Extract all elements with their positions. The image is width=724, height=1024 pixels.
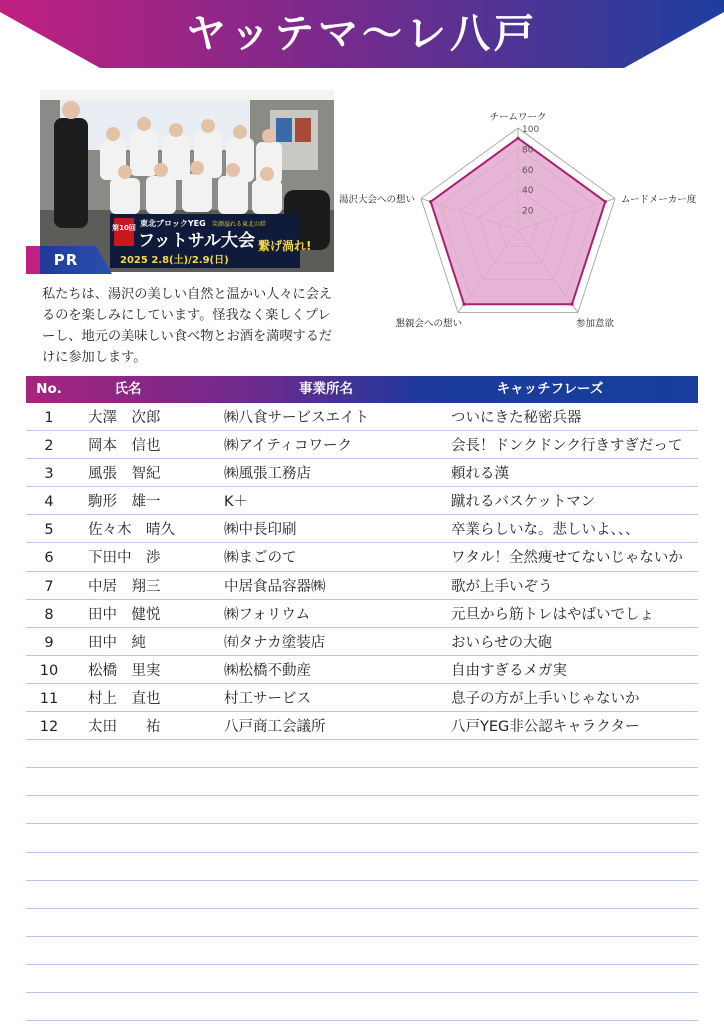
row-catchphrase [451, 796, 701, 824]
row-catchphrase [451, 965, 701, 993]
group-photo [40, 90, 334, 272]
table-row [26, 403, 698, 431]
row-catchphrase: ワタル！全然痩せてないじゃないか [451, 550, 683, 567]
row-number: 7 [44, 578, 54, 595]
radar-chart [330, 100, 724, 340]
row-catchphrase: おいらせの大砲 [451, 634, 553, 651]
radar-axis-label: ムードメーカー度 [621, 194, 697, 206]
row-office [224, 740, 444, 768]
row-catchphrase: 歌が上手いぞう [451, 578, 553, 595]
pr-label: PR [53, 251, 79, 269]
row-office: ㈱フォリウム [224, 606, 311, 623]
table-row [26, 684, 698, 712]
table-row [26, 487, 698, 515]
table-row [26, 993, 698, 1021]
row-office: 中居食品容器㈱ [224, 578, 326, 595]
row-office [224, 937, 444, 965]
row-name: 太田 祐 [88, 719, 161, 736]
radar-tick-label: 40 [522, 186, 534, 197]
row-name: 大澤 次郎 [88, 410, 161, 426]
radar-axis-label: 湯沢大会への想い [338, 194, 415, 206]
table-row [26, 965, 698, 993]
row-number: 2 [44, 438, 54, 455]
pr-badge [26, 246, 112, 274]
table-row [26, 937, 698, 965]
row-catchphrase: 八戸YEG非公認キャラクター [451, 719, 640, 736]
table-row [26, 459, 698, 487]
row-number [26, 740, 72, 768]
row-name [88, 965, 228, 993]
row-number: 4 [44, 494, 54, 511]
row-office [224, 993, 444, 1021]
row-catchphrase: 息子の方が上手いじゃないか [451, 690, 640, 707]
row-office [224, 965, 444, 993]
table-row [26, 572, 698, 600]
row-office: ㈲タナカ塗装店 [224, 634, 326, 651]
page-title: ヤッテマ〜レ八戸 [186, 11, 538, 57]
row-number [26, 824, 72, 852]
row-office: ㈱風張工務店 [224, 466, 311, 483]
radar-point [516, 137, 519, 140]
row-name [88, 768, 228, 796]
row-number: 12 [39, 719, 59, 736]
table-body [26, 403, 698, 1021]
row-number [26, 909, 72, 937]
banner-sub-text: 繋げ渦れ! [258, 239, 312, 253]
row-office [224, 909, 444, 937]
row-office: ㈱松橋不動産 [224, 662, 311, 679]
row-office [224, 881, 444, 909]
header-name: 氏名 [114, 381, 142, 397]
row-name [88, 881, 228, 909]
row-catchphrase [451, 768, 701, 796]
row-office: ㈱八食サービスエイト [224, 410, 369, 426]
table-row [26, 543, 698, 571]
table-row [26, 712, 698, 740]
row-catchphrase [451, 824, 701, 852]
table-row [26, 853, 698, 881]
pr-description: 私たちは、湯沢の美しい自然と温かい人々に会えるのを楽しみにしています。怪我なく楽しくプレーし、地元の美味しい食べ物とお酒を満喫するだけに参加します。 [42, 287, 333, 365]
table-row [26, 824, 698, 852]
row-number: 3 [44, 466, 54, 483]
row-number [26, 965, 72, 993]
row-catchphrase [451, 909, 701, 937]
row-name [88, 740, 228, 768]
radar-point [604, 200, 607, 203]
row-office [224, 796, 444, 824]
table-row [26, 768, 698, 796]
row-number [26, 881, 72, 909]
banner-dates-text: 2025 2.8(土)/2.9(日) [120, 255, 229, 266]
row-office [224, 824, 444, 852]
radar-axis-label: チームワーク [489, 112, 547, 123]
table-row [26, 431, 698, 459]
row-number [26, 993, 72, 1021]
member-table [26, 376, 698, 1021]
row-name: 岡本 信也 [88, 438, 161, 455]
radar-point [462, 303, 465, 306]
row-number: 6 [44, 550, 54, 567]
row-office: ㈱アイティコワーク [224, 438, 353, 455]
row-name: 村上 直也 [88, 690, 161, 707]
radar-point [570, 303, 573, 306]
row-name [88, 824, 228, 852]
table-row [26, 740, 698, 768]
radar-axis-label: 参加意欲 [575, 318, 614, 330]
row-office: ㈱まごのて [224, 550, 297, 567]
row-number [26, 937, 72, 965]
row-catchphrase: ついにきた秘密兵器 [451, 410, 582, 426]
row-name: 下田中 渉 [88, 550, 161, 567]
row-number [26, 768, 72, 796]
header-band [0, 0, 724, 68]
radar-axis-label: 懇親会への想い [395, 318, 463, 330]
row-catchphrase [451, 937, 701, 965]
row-catchphrase: 蹴れるバスケットマン [451, 494, 596, 511]
row-name: 風張 智紀 [88, 466, 161, 483]
table-row [26, 881, 698, 909]
row-catchphrase: 卒業らしいな。悲しいよ、、、 [451, 522, 640, 539]
row-catchphrase: 会長！ドンクドンク行きすぎだって [451, 438, 683, 455]
row-name: 田中 健悦 [88, 606, 161, 623]
table-row [26, 515, 698, 543]
radar-series-area [431, 138, 606, 304]
banner-line2-text: 笑顔溢れる東北の絆 [212, 221, 267, 228]
row-number: 5 [44, 522, 54, 539]
row-name [88, 853, 228, 881]
radar-point [429, 200, 432, 203]
row-number: 1 [44, 410, 54, 426]
radar-tick-label: 60 [522, 165, 534, 176]
row-office: 八戸商工会議所 [224, 719, 326, 736]
row-name [88, 937, 228, 965]
row-office: 村工サービス [224, 690, 311, 707]
row-catchphrase [451, 853, 701, 881]
row-name: 中居 翔三 [88, 578, 161, 595]
row-catchphrase: 頼れる漢 [451, 466, 509, 483]
table-row [26, 656, 698, 684]
row-office: ㈱中長印刷 [224, 522, 297, 539]
row-name: 佐々木 晴久 [88, 522, 175, 539]
row-name: 駒形 雄一 [88, 494, 161, 511]
radar-tick-label: 80 [522, 145, 534, 156]
row-catchphrase [451, 993, 701, 1021]
row-name: 松橋 里実 [88, 662, 161, 679]
row-office: K＋ [224, 494, 249, 511]
radar-tick-label: 20 [522, 206, 534, 217]
row-office [224, 768, 444, 796]
row-name: 田中 純 [88, 634, 146, 651]
banner-round-text: 第10回 [112, 224, 136, 232]
row-office [224, 853, 444, 881]
radar-chart-svg [330, 100, 724, 340]
row-number: 9 [44, 634, 54, 651]
radar-tick-label: 100 [522, 125, 540, 135]
table-row [26, 909, 698, 937]
row-number: 11 [39, 690, 59, 707]
banner-main-text: フットサル大会 [138, 231, 255, 251]
table-header [26, 376, 698, 403]
row-name [88, 796, 228, 824]
group-photo-image [40, 90, 334, 272]
row-number [26, 853, 72, 881]
header-office: 事業所名 [299, 381, 353, 397]
banner-line1-text: 東北ブロックYEG [140, 219, 206, 228]
row-catchphrase [451, 881, 701, 909]
row-number: 10 [39, 662, 59, 679]
row-catchphrase [451, 740, 701, 768]
header-catchphrase: キャッチフレーズ [496, 381, 604, 397]
row-catchphrase: 自由すぎるメガ実 [451, 662, 567, 679]
row-name [88, 993, 228, 1021]
row-number: 8 [44, 606, 54, 623]
header-no: No. [36, 381, 62, 397]
row-number [26, 796, 72, 824]
table-row [26, 796, 698, 824]
table-row [26, 628, 698, 656]
row-name [88, 909, 228, 937]
table-row [26, 600, 698, 628]
row-catchphrase: 元旦から筋トレはやばいでしょ [451, 606, 654, 623]
